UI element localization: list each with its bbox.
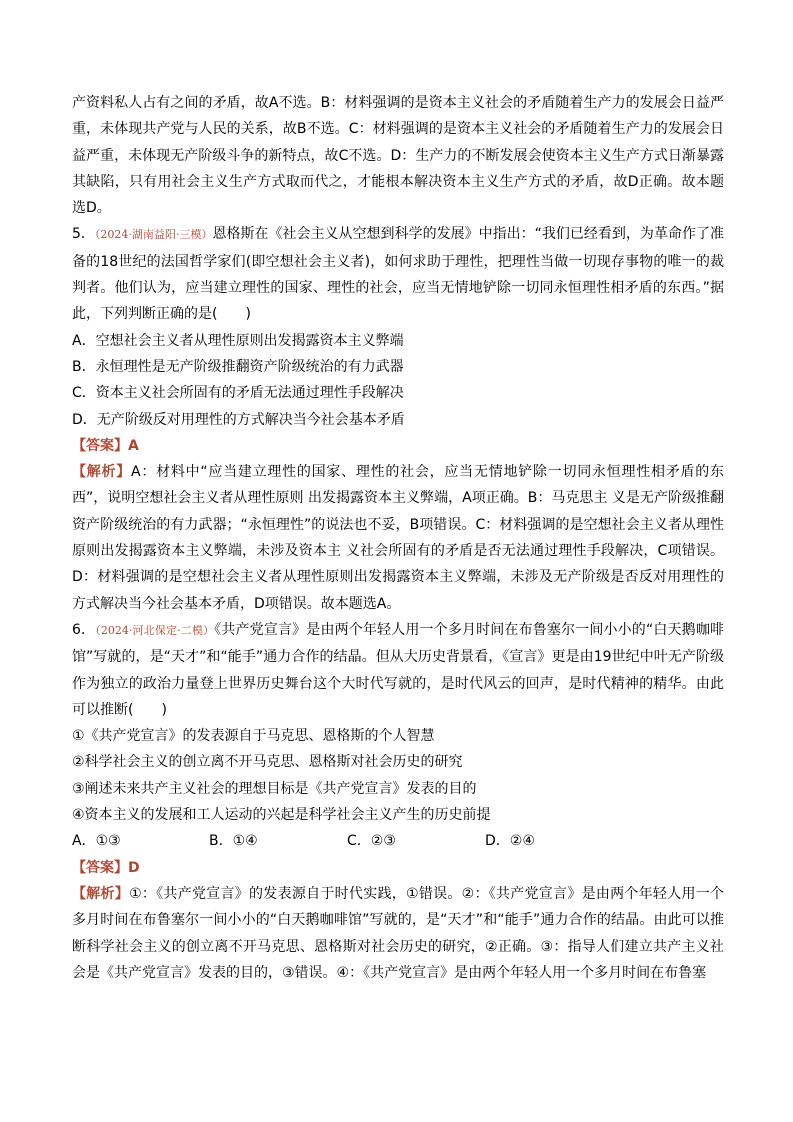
answer-line: [72, 855, 724, 881]
answer-label: 【答案】: [72, 859, 128, 876]
choice-d: D．②④: [485, 833, 535, 850]
statement-1: ①《共产党宣言》的发表源自于马克思、恩格斯的个人智慧: [72, 728, 435, 745]
answer-line: [72, 433, 724, 459]
answer-value: D: [128, 859, 140, 876]
option-a: A．空想社会主义者从理性原则出发揭露资本主义弊端: [72, 332, 404, 349]
answer-value: A: [128, 437, 139, 454]
analysis-paragraph: [72, 881, 724, 986]
question-6-stem: [72, 617, 724, 723]
statement-4: ④资本主义的发展和工人运动的兴起是科学社会主义产生的历史前提: [72, 807, 491, 824]
question-6: [72, 617, 724, 986]
statement-3: ③阐述未来共产主义社会的理想目标是《共产党宣言》发表的目的: [72, 780, 477, 797]
choices-row: [72, 828, 724, 854]
page-content: [72, 90, 724, 986]
choice-a: A．①③: [72, 833, 121, 850]
choice-c: C．②③: [347, 833, 396, 850]
option-c: C．资本主义社会所固有的矛盾无法通过理性手段解决: [72, 385, 404, 402]
analysis-text: ①：《共产党宣言》的发表源自于时代实践，①错误。②：《共产党宣言》是由两个年轻人用一个多月时间在布鲁塞尔一间小小的“白天鹅咖啡馆”写就的，是“天才”和“能手”通力合作的结晶。由此可以推断科学社会主义的创立离不开马克思、恩格斯对社会历史的研究，②正确。③：指导人们建立共产主义社会是《共产党宣言》发表的目的，③错误。④：《共产党宣言》是由两个年轻人用一个多月时间在布鲁塞: [72, 885, 724, 981]
analysis-paragraph: [72, 459, 724, 617]
analysis-text: A：材料中“应当建立理性的国家、理性的社会，应当无情地铲除一切同永恒理性相矛盾的东西”，说明空想社会主义者从理性原则 出发揭露资本主义弊端，A项正确。B：马克思主 义是无产阶级推翻资产阶级统治的有力武器；“永恒理性”的说法也不妥，B项错误。C：材料强调的是空想社会主义者从理性原则出发揭露资本主义弊端，未涉及资本主 义社会所固有的矛盾是否无法通过理性手段解决，C项错误。D：材料强调的是空想社会主义者从理性原则出发揭露资本主义弊端，未涉及无产阶级是否反对用理性的方式解决当今社会基本矛盾，D项错误。故本题选A。: [72, 464, 724, 612]
question-source: （2024·河北保定·二模）: [95, 623, 215, 637]
question-source: （2024·湖南益阳·三模）: [94, 228, 213, 242]
option-b: B．永恒理性是无产阶级推翻资产阶级统治的有力武器: [72, 358, 404, 375]
question-stem-text: 恩格斯在《社会主义从空想到科学的发展》中指出：“我们已经看到，为革命作了准备的18世纪的法国哲学家们(即空想社会主义者)，如何求助于理性，把理性当做一切现存事物的唯一的裁判者。他们认为，应当建立理性的国家、理性的社会，应当无情地铲除一切同永恒理性相矛盾的东西。”据此，下列判断正确的是( ): [72, 226, 724, 323]
answer-label: 【答案】: [72, 437, 128, 454]
question-number: 5．: [72, 226, 95, 243]
analysis-label: 【解析】: [72, 464, 132, 481]
choice-b: B．①④: [209, 833, 258, 850]
question-stem-text: 《共产党宣言》是由两个年轻人用一个多月时间在布鲁塞尔一间小小的“白天鹅咖啡馆”写就的，是“天才”和“能手”通力合作的结晶。但从大历史背景看，《宣言》更是由19世纪中叶无产阶级作为独立的政治力量登上世界历史舞台这个大时代写就的，是时代风云的回声，是时代精神的精华。由此可以推断( ): [72, 621, 724, 718]
analysis-label: 【解析】: [72, 885, 130, 902]
question-5: [72, 221, 724, 616]
statement-2: ②科学社会主义的创立离不开马克思、恩格斯对社会历史的研究: [72, 754, 463, 771]
question-5-stem: [72, 221, 724, 327]
option-d: D．无产阶级反对用理性的方式解决当今社会基本矛盾: [72, 411, 405, 428]
question-number: 6．: [72, 621, 96, 638]
previous-analysis-continuation: 产资料私人占有之间的矛盾，故A不选。B：材料强调的是资本主义社会的矛盾随着生产力的发展会日益严重，未体现共产党与人民的关系，故B不选。C：材料强调的是资本主义社会的矛盾随着生产力的发展会日益严重，未体现无产阶级斗争的新特点，故C不选。D：生产力的不断发展会使资本主义生产方式日渐暴露其缺陷，只有用社会主义生产方式取而代之，才能根本解决资本主义生产方式的矛盾，故D正确。故本题选D。: [72, 95, 724, 217]
